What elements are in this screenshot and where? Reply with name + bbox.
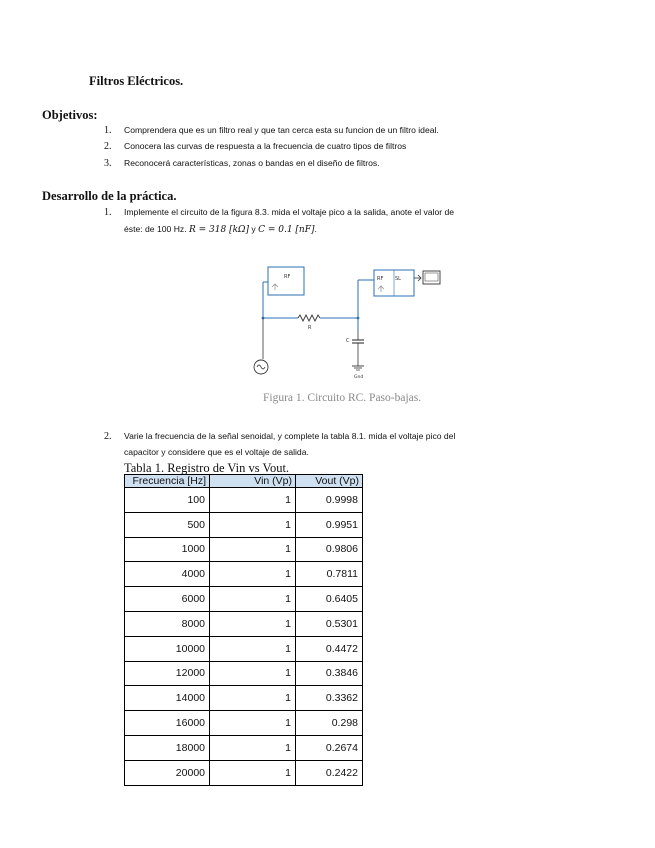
cell-vin: 1 — [210, 636, 296, 661]
resistor-icon — [298, 315, 320, 321]
cell-vin: 1 — [210, 562, 296, 587]
objectives-heading: Objetivos: — [42, 108, 98, 122]
header-vout: Vout (Vp) — [296, 475, 363, 488]
cell-vin: 1 — [210, 661, 296, 686]
list-number: 2. — [104, 141, 112, 152]
cell-frequency: 4000 — [125, 562, 210, 587]
resistor-label: R — [308, 325, 312, 331]
cell-vout: 0.2422 — [296, 760, 363, 785]
cell-frequency: 10000 — [125, 636, 210, 661]
cell-vin: 1 — [210, 611, 296, 636]
cell-frequency: 12000 — [125, 661, 210, 686]
cell-vout: 0.9951 — [296, 512, 363, 537]
rf-source-block — [268, 267, 304, 295]
rf1-label: RF — [284, 274, 291, 280]
table-row — [125, 562, 363, 587]
table-row — [125, 537, 363, 562]
data-table — [124, 474, 363, 786]
cell-vout: 0.6405 — [296, 587, 363, 612]
table-row — [125, 735, 363, 760]
table-caption: Tabla 1. Registro de Vin vs Vout. — [124, 461, 290, 475]
list-number: 2. — [104, 431, 112, 442]
table-row — [125, 661, 363, 686]
cell-frequency: 18000 — [125, 735, 210, 760]
cell-vin: 1 — [210, 488, 296, 513]
cell-frequency: 8000 — [125, 611, 210, 636]
cell-vout: 0.9998 — [296, 488, 363, 513]
table-row — [125, 711, 363, 736]
table-row — [125, 760, 363, 785]
sl-label: SL — [395, 276, 401, 282]
node-dot — [357, 317, 360, 320]
cell-vout: 0.5301 — [296, 611, 363, 636]
list-text: Conocera las curvas de respuesta a la frecuencia de cuatro tipos de filtros — [124, 141, 407, 151]
list-text: Comprendera que es un filtro real y que tan cerca esta su funcion de un filtro ideal. — [124, 125, 439, 135]
table-row — [125, 512, 363, 537]
table-row — [125, 587, 363, 612]
cell-frequency: 6000 — [125, 587, 210, 612]
step-2-line1: Varie la frecuencia de la señal senoidal, y complete la tabla 8.1. mida el voltaje pico del — [124, 431, 456, 441]
table-header-row — [125, 475, 363, 488]
list-number: 3. — [104, 158, 112, 169]
cell-vout: 0.3846 — [296, 661, 363, 686]
step-1-line1: Implemente el circuito de la figura 8.3. mida el voltaje pico a la salida, anote el valor de — [124, 207, 455, 217]
capacitor-label: C — [346, 338, 350, 344]
table-row — [125, 636, 363, 661]
document-title: Filtros Eléctricos. — [89, 74, 184, 88]
step-2-text: capacitor y considere que es el voltaje de salida. — [124, 447, 309, 457]
rf2-label: RF — [377, 276, 384, 282]
cell-frequency: 1000 — [125, 537, 210, 562]
list-number: 1. — [104, 207, 112, 218]
cell-vout: 0.298 — [296, 711, 363, 736]
cell-frequency: 100 — [125, 488, 210, 513]
list-number: 1. — [104, 125, 112, 136]
period: . — [314, 224, 317, 234]
cell-frequency: 500 — [125, 512, 210, 537]
cell-vout: 0.4472 — [296, 636, 363, 661]
and-word: y — [251, 224, 256, 234]
cell-vin: 1 — [210, 735, 296, 760]
resistance-formula: R = 318 [kΩ] — [188, 225, 250, 235]
capacitance-formula: C = 0.1 [nF] — [258, 225, 315, 235]
cell-vin: 1 — [210, 512, 296, 537]
development-heading: Desarrollo de la práctica. — [42, 189, 177, 203]
cell-frequency: 16000 — [125, 711, 210, 736]
cell-vout: 0.7811 — [296, 562, 363, 587]
table-row — [125, 488, 363, 513]
table-row — [125, 686, 363, 711]
step-1-text: éste: de 100 Hz. — [124, 224, 187, 234]
ground-label: Gnd — [354, 375, 364, 380]
cell-vin: 1 — [210, 537, 296, 562]
cell-vout: 0.3362 — [296, 686, 363, 711]
table-row — [125, 611, 363, 636]
cell-vout: 0.9806 — [296, 537, 363, 562]
cell-vin: 1 — [210, 686, 296, 711]
header-frequency: Frecuencia [Hz] — [125, 475, 210, 488]
cell-vin: 1 — [210, 587, 296, 612]
figure-caption: Figura 1. Circuito RC. Paso-bajas. — [263, 392, 422, 404]
cell-vin: 1 — [210, 760, 296, 785]
list-text: Reconocerá características, zonas o bandas en el diseño de filtros. — [124, 158, 380, 168]
rc-circuit-diagram — [248, 262, 448, 384]
cell-frequency: 20000 — [125, 760, 210, 785]
cell-frequency: 14000 — [125, 686, 210, 711]
cell-vout: 0.2674 — [296, 735, 363, 760]
header-vin: Vin (Vp) — [210, 475, 296, 488]
cell-vin: 1 — [210, 711, 296, 736]
